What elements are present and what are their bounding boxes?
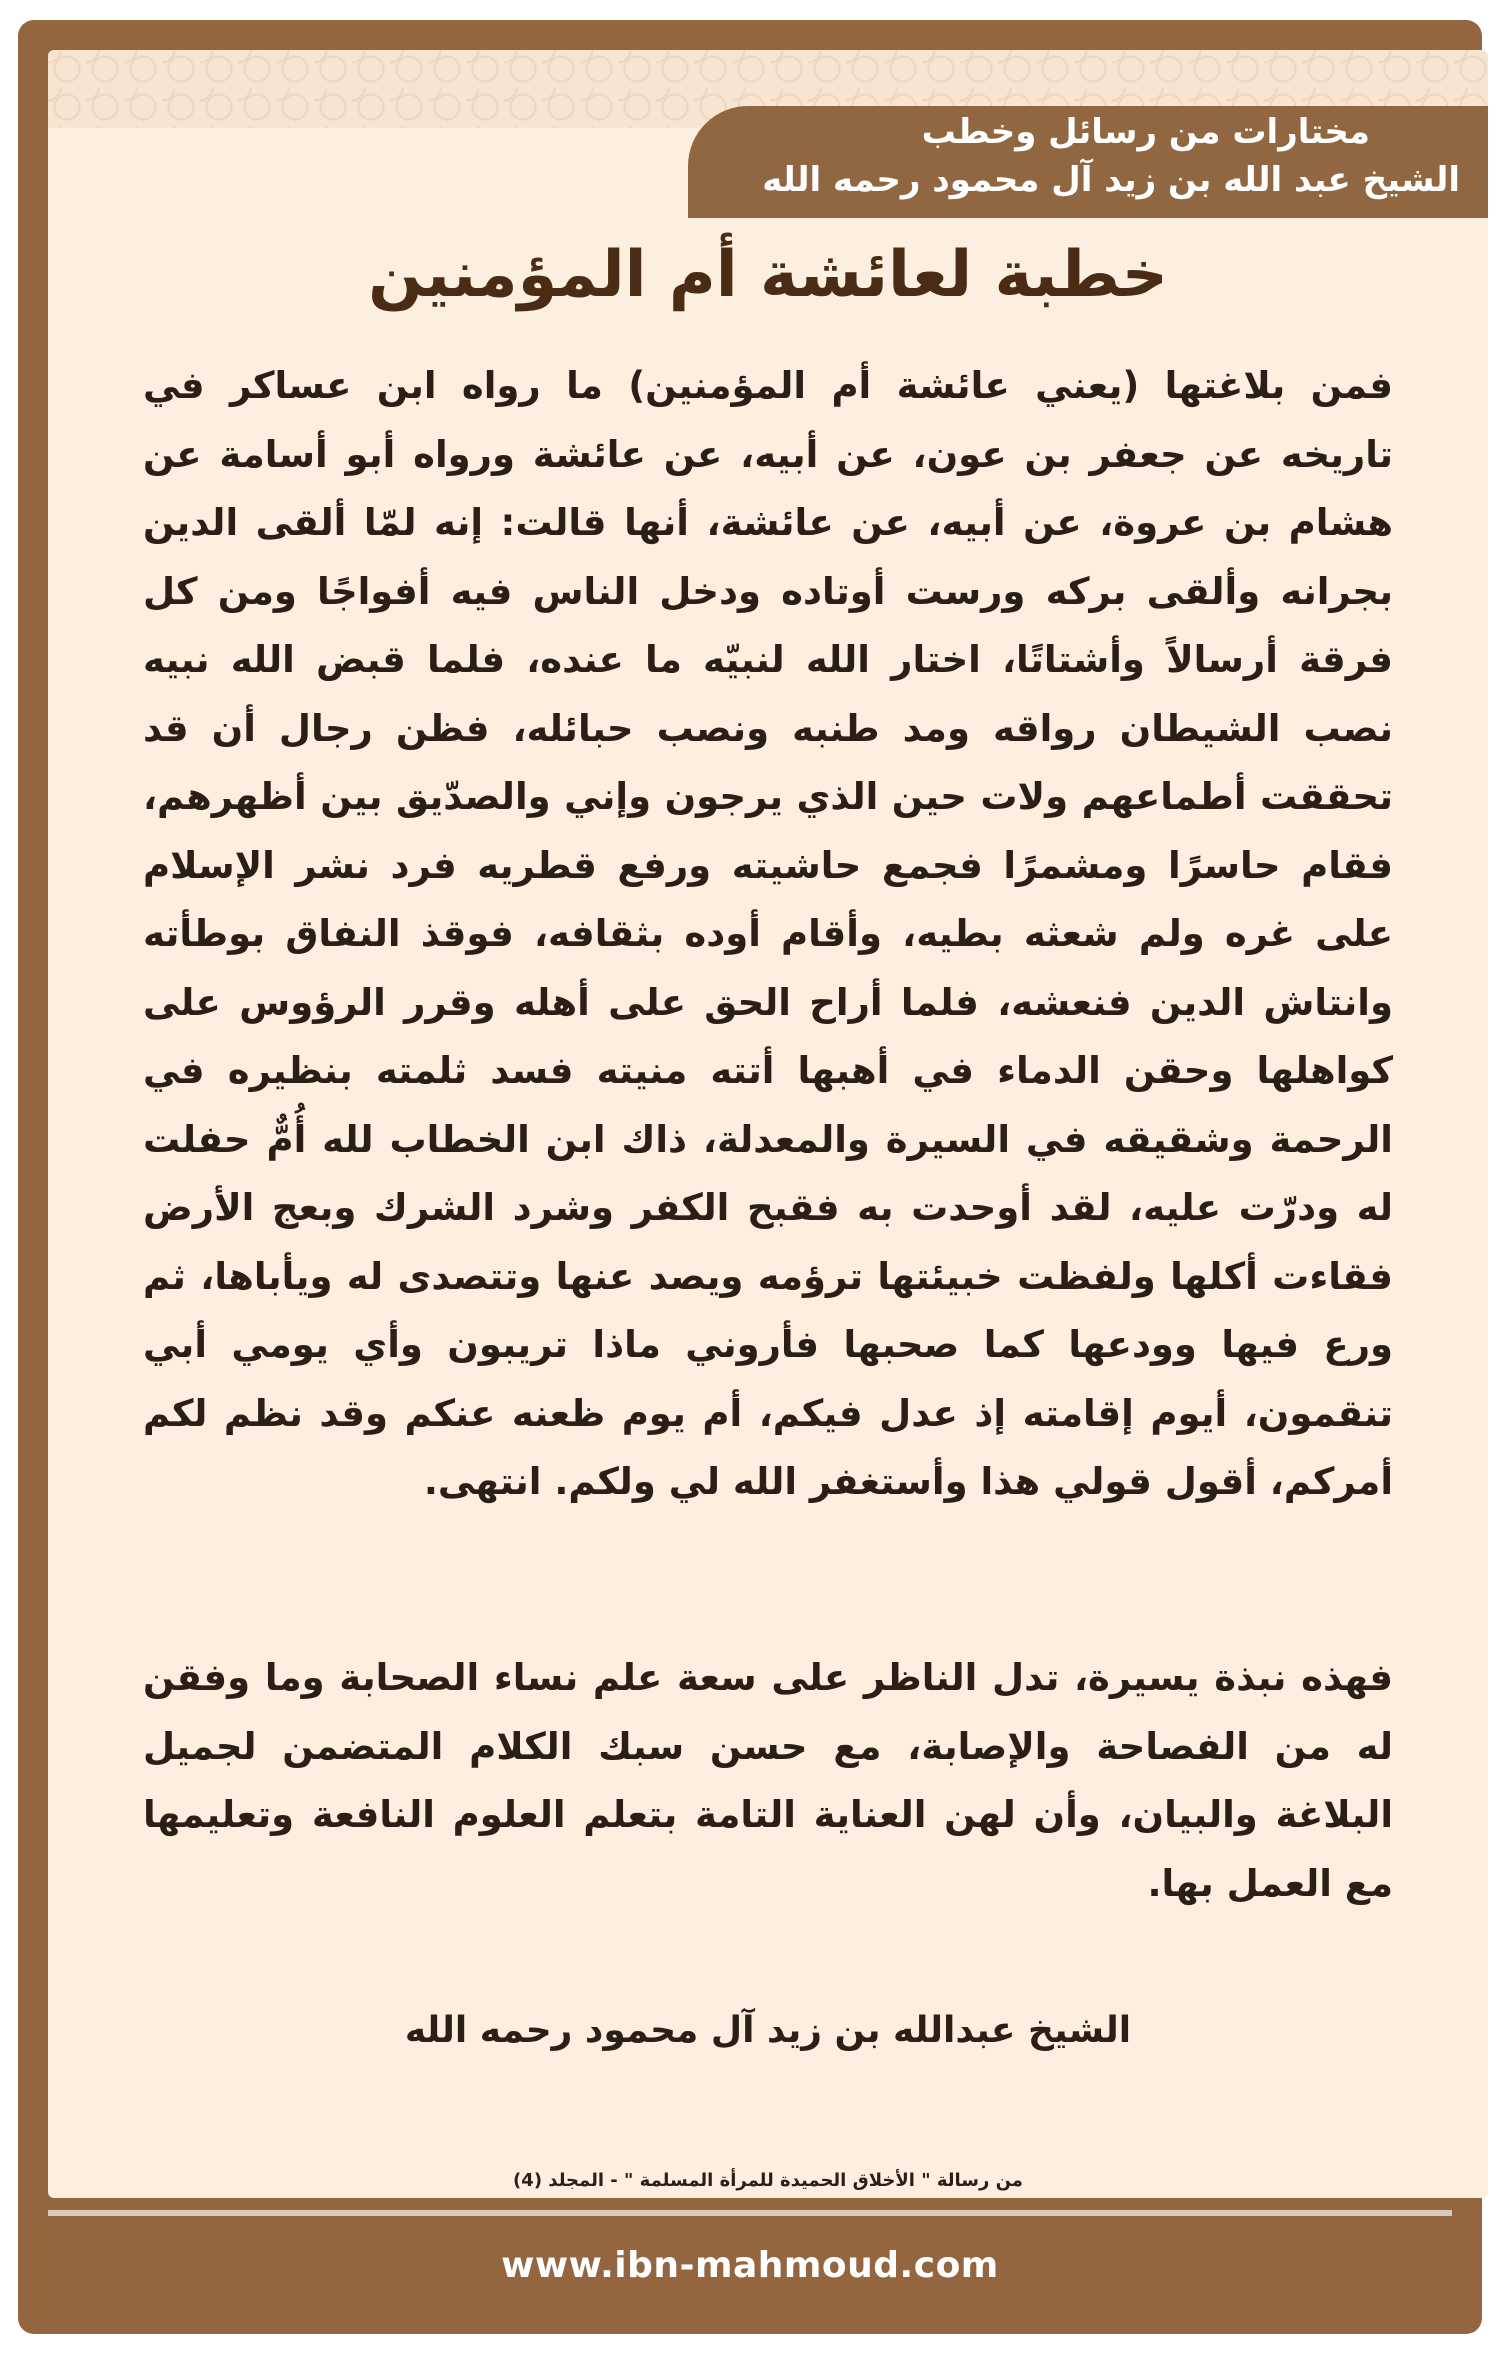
series-author: الشيخ عبد الله بن زيد آل محمود رحمه الله — [762, 160, 1460, 200]
website-link[interactable]: www.ibn-mahmoud.com — [501, 2245, 999, 2286]
page-title: خطبة لعائشة أم المؤمنين — [368, 238, 1168, 312]
commentary-paragraph: فهذه نبذة يسيرة، تدل الناظر على سعة علم نساء الصحابة وما وفقن له من الفصاحة والإصابة، مع حسن سبك الكلام المتضمن لجميل البلاغة والبيان، وأن لهن العناية التامة بتعلم العلوم النافعة وتعليمها مع العمل بها. — [143, 1656, 1393, 1905]
header-banner — [688, 106, 1488, 218]
footer-divider — [48, 2210, 1452, 2216]
sermon-paragraph: فمن بلاغتها (يعني عائشة أم المؤمنين) ما رواه ابن عساكر في تاريخه عن جعفر بن عون، عن أبيه، عن عائشة ورواه أبو أسامة عن هشام بن عروة، عن أبيه، عن عائشة، أنها قالت: إنه لمّا ألقى الدين بجرانه وألقى بركه ورست أوتاده ودخل الناس فيه أفواجًا ومن كل فرقة أرسالاً وأشتاتًا، اختار الله لنبيّه ما عنده، فلما قبض الله نبيه نصب الشيطان رواقه ومد طنبه ونصب حبائله، فظن رجال أن قد تحققت أطماعهم ولات حين الذي يرجون وإني والصدّيق بين أظهرهم، فقام حاسرًا ومشمرًا فجمع حاشيته ورفع قطريه فرد نشر الإسلام على غره ولم شعثه بطيه، وأقام أوده بثقافه، فوقذ النفاق بوطأته وانتاش الدين فنعشه، فلما أراح الحق على أهله وقرر الرؤوس على كواهلها وحقن الدماء في أهبها أتته منيته فسد ثلمته بنظيره في الرحمة وشقيقه في السيرة والمعدلة، ذاك ابن الخطاب لله أُمٌّ حفلت له ودرّت عليه، لقد أوحدت به فقبح الكفر وشرد الشرك وبعج الأرض فقاءت أكلها ولفظت خبيئتها ترؤمه ويصد عنها وتتصدى له ويأباها، ثم ورع فيها وودعها كما صحبها فأروني ماذا تريبون وأي يومي أبي تنقمون، أيوم إقامته إذ عدل فيكم، أم يوم ظعنه عنكم وقد نظم لكم أمركم، أقول قولي هذا وأستغفر الله لي ولكم. انتهى. — [143, 364, 1393, 1503]
source-reference: من رسالة " الأخلاق الحميدة للمرأة المسلمة " - المجلد (4) — [513, 2170, 1023, 2191]
author-signature: الشيخ عبدالله بن زيد آل محمود رحمه الله — [404, 2010, 1132, 2051]
content-card — [48, 50, 1488, 2198]
series-title: مختارات من رسائل وخطب — [921, 112, 1370, 152]
